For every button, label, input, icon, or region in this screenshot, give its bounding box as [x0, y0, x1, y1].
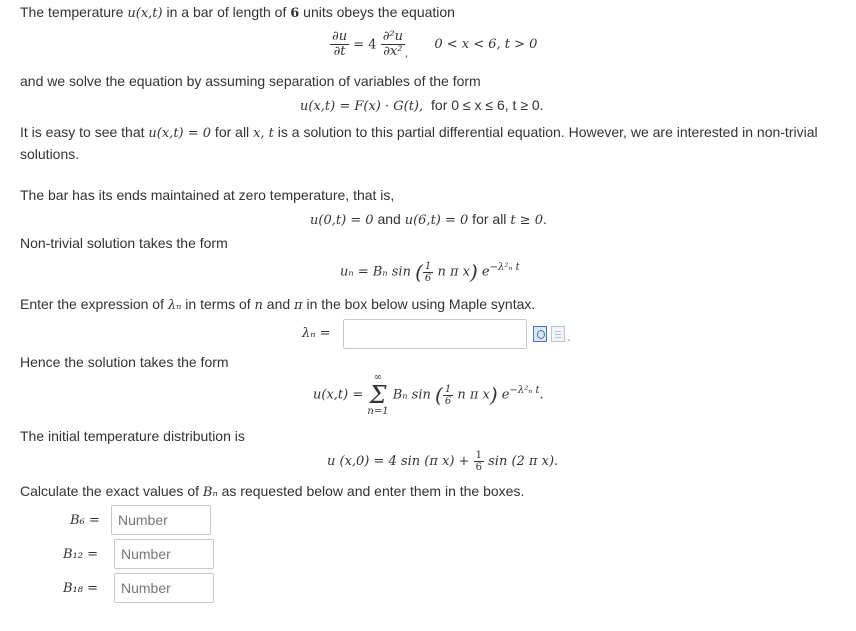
trivial-p4: solutions.	[20, 146, 80, 162]
separation-text: and we solve the equation by assuming separation of variables of the form	[20, 73, 481, 89]
trivial-p1: It is easy to see that	[20, 124, 149, 140]
un-exponent: −λ²ₙ t	[489, 262, 520, 274]
initial-lhs: u (x,0) = 4 sin (π x) +	[327, 454, 470, 469]
boundary-eq2: u(6,t) = 0	[404, 213, 469, 228]
separation-expr: u(x,t) = F(x) · G(t),	[300, 99, 424, 114]
un-fraction	[423, 261, 433, 284]
lambda-p1: Enter the expression of	[20, 296, 168, 312]
series-end: .	[539, 387, 544, 403]
intro-line	[20, 4, 455, 21]
lambda-p3: and	[262, 296, 295, 312]
series-lhs: u(x,t) =	[313, 387, 364, 403]
initial-frac-num: 1	[475, 450, 482, 461]
lambda-p4: in the box below using Maple syntax.	[302, 296, 536, 312]
series-arg: n π x	[457, 387, 490, 403]
intro-middle: in a bar of length of	[162, 4, 291, 20]
series-open-paren: (	[435, 383, 443, 407]
pde-comma: ,	[405, 48, 409, 60]
series-frac-num: 1	[444, 383, 452, 395]
sum-symbol	[367, 373, 388, 417]
series-exponent: −λ²ₙ t	[509, 385, 540, 397]
lambda-pi: π	[294, 298, 303, 313]
b18-label: B₁₈ =	[63, 581, 99, 596]
trivial-vars: x, t	[253, 126, 274, 141]
series-exp-base: e	[501, 387, 510, 403]
lambda-input[interactable]	[343, 319, 527, 349]
un-exp-base: e	[481, 264, 490, 280]
separation-domain: for 0 ≤ x ≤ 6, t ≥ 0.	[431, 97, 544, 113]
calc-text	[20, 483, 524, 500]
series-close-paren: )	[489, 383, 498, 407]
hence-text: Hence the solution takes the form	[20, 354, 229, 370]
b12-label: B₁₂ =	[63, 547, 99, 562]
boundary-end: .	[542, 211, 547, 227]
series-frac-den: 6	[444, 395, 452, 407]
un-frac-den: 6	[424, 272, 432, 284]
open-paren: (	[415, 260, 423, 284]
lhs-num: ∂u	[332, 29, 348, 44]
b18-placeholder: Number	[121, 580, 171, 596]
sum-bottom: n=1	[367, 406, 389, 417]
trivial-p3: is a solution to this partial differential equation. However, we are interested in non-trivial	[273, 124, 818, 140]
boundary-cond: t ≥ 0	[510, 213, 543, 228]
calc-p1: Calculate the exact values of	[20, 483, 203, 499]
initial-fraction	[474, 450, 484, 473]
series-term: Bₙ sin	[392, 387, 431, 403]
un-equation	[340, 260, 520, 284]
pde-equals: = 4	[353, 37, 377, 53]
b12-placeholder: Number	[121, 546, 171, 562]
lhs-den: ∂t	[333, 44, 346, 60]
un-frac-num: 1	[424, 260, 432, 272]
trivial-p2: for all	[211, 124, 254, 140]
close-paren: )	[469, 260, 478, 284]
nontrivial-text: Non-trivial solution takes the form	[20, 235, 228, 251]
initial-text: The initial temperature distribution is	[20, 428, 245, 444]
lambda-sym: λₙ	[167, 298, 182, 313]
lhs-derivative	[330, 30, 349, 60]
rhs-num: ∂²u	[382, 29, 403, 44]
boundary-conditions	[310, 211, 547, 228]
trivial-eq: u(x,t) = 0	[148, 126, 212, 141]
calc-sym: Bₙ	[202, 485, 218, 500]
lambda-dot: .	[567, 328, 571, 344]
boundary-and: and	[373, 211, 405, 227]
series-fraction	[443, 384, 453, 407]
maple-preview-icon[interactable]	[533, 326, 547, 342]
initial-frac-den: 6	[475, 462, 482, 473]
pde-domain: 0 < x < 6, t > 0	[434, 37, 538, 53]
boundary-eq1: u(0,t) = 0	[310, 213, 374, 228]
heat-equation	[330, 30, 537, 60]
boundary-tail: for all	[468, 211, 511, 227]
calc-p2: as requested below and enter them in the boxes.	[217, 483, 525, 499]
initial-equation	[327, 450, 558, 473]
un-arg: n π x	[437, 264, 470, 280]
maple-help-icon[interactable]	[551, 326, 565, 342]
rhs-derivative	[381, 30, 405, 60]
b18-input[interactable]	[114, 573, 214, 603]
intro-func: u(x,t)	[127, 6, 163, 21]
b6-input[interactable]	[111, 505, 211, 535]
intro-length: 6	[290, 6, 300, 21]
series-equation	[313, 373, 544, 417]
b12-input[interactable]	[114, 539, 214, 569]
sum-sigma: Σ	[369, 381, 387, 409]
b6-label: B₆ =	[70, 513, 100, 528]
intro-suffix: units obeys the equation	[299, 4, 455, 20]
lambda-field-label: λₙ =	[302, 326, 331, 341]
boundary-text: The bar has its ends maintained at zero temperature, that is,	[20, 187, 395, 203]
separation-equation	[300, 97, 544, 114]
lambda-prompt	[20, 296, 535, 313]
intro-prefix: The temperature	[20, 4, 128, 20]
trivial-paragraph	[20, 122, 840, 164]
lambda-n: n	[254, 298, 263, 313]
sum-top: ∞	[373, 372, 383, 383]
un-lhs: uₙ = Bₙ sin	[340, 264, 411, 280]
b6-placeholder: Number	[118, 512, 168, 528]
initial-rhs: sin (2 π x).	[488, 454, 559, 469]
rhs-den: ∂x²	[383, 44, 403, 60]
lambda-p2: in terms of	[181, 296, 255, 312]
